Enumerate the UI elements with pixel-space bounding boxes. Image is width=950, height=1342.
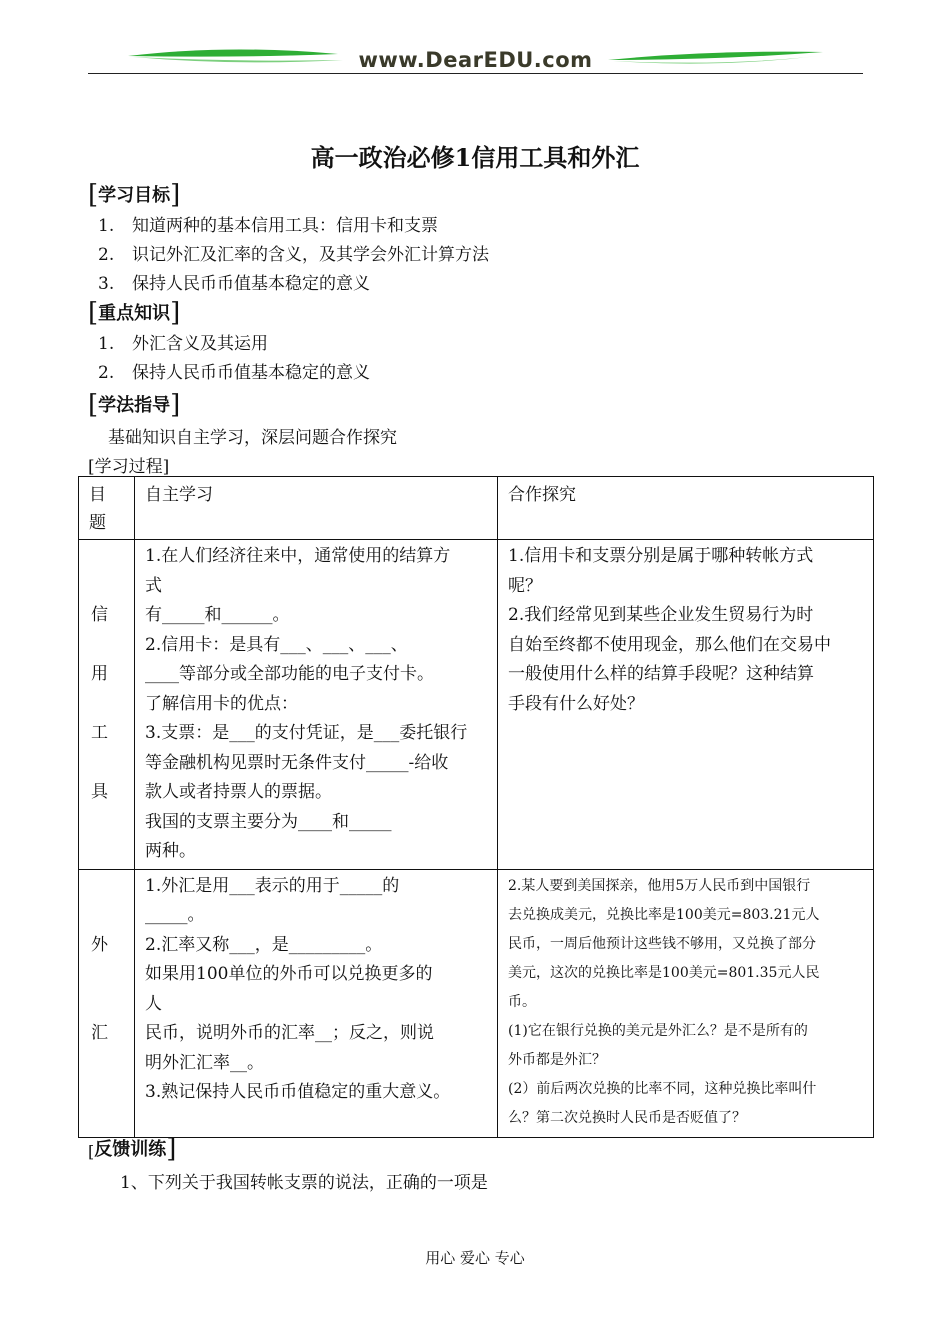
objectives-heading-text: 学习目标 [98,185,171,206]
list-item: 1. 外汇含义及其运用 [98,334,268,354]
page-title: 高一政治必修1信用工具和外汇 [310,143,640,172]
list-item: 1. 知道两种的基本信用工具：信用卡和支票 [98,216,438,236]
header-cell-self-study: 自主学习 [135,477,498,540]
key-points-heading-text: 重点知识 [98,303,171,324]
header-cell-topic: 目 题 [79,477,135,540]
feedback-heading-text: 反馈训练 [94,1139,167,1160]
process-label: [学习过程] [88,457,170,477]
table-header-row [79,477,874,540]
section-heading-method: [学法指导] [88,390,181,420]
topic-cell-foreign-exchange: 外 汇 [79,869,135,1137]
section-heading-key-points: [重点知识] [88,298,181,328]
list-item: 2. 保持人民币币值基本稳定的意义 [98,363,370,383]
section-heading-feedback: [反馈训练] [88,1134,177,1164]
site-logo-text: www.DearEDU.com [358,48,593,72]
page-footer: 用心 爱心 专心 [425,1249,525,1267]
method-text: 基础知识自主学习，深层问题合作探究 [108,428,397,448]
table-row [79,540,874,870]
self-study-cell-credit-tools: 1.在人们经济往来中，通常使用的结算方 式 有_____和______。 2.信用卡：是具有___、___、___、 ____等部分或全部功能的电子支付卡。 了解信用卡的优点： 3.支票：是___的支付凭证，是___委托银行 等金融机构见票时无条件支付_____-给收 款人或者持票人的票据。 我国的支票主要分为____和_____ 两种。 [135,540,498,870]
section-heading-objectives: [学习目标] [88,180,181,210]
site-header-logo [88,40,863,80]
topic-cell-credit-tools: 信 用 工 具 [79,540,135,870]
list-item: 2. 识记外汇及汇率的含义，及其学会外汇计算方法 [98,245,489,265]
cooperative-cell-foreign-exchange: 2.某人要到美国探亲，他用5万人民币到中国银行 去兑换成美元，兑换比率是100美元=803.21元人 民币，一周后他预计这些钱不够用，又兑换了部分 美元，这次的兑换比率是100美元=801.35元人民 币。 (1)它在银行兑换的美元是外汇么？是不是所有的 外币都是外汇？ (2）前后两次兑换的比率不同，这种兑换比率叫什 么？第二次兑换时人民币是否贬值了？ [498,869,874,1137]
feedback-question-1: 1、下列关于我国转帐支票的说法，正确的一项是 [120,1173,488,1193]
list-item: 3. 保持人民币币值基本稳定的意义 [98,274,370,294]
objectives-list [98,212,489,299]
self-study-cell-foreign-exchange: 1.外汇是用___表示的用于_____的 _____。 2.汇率又称___，是_________。 如果用100单位的外币可以兑换更多的 人 民币，说明外币的汇率__；反之，则说 明外汇汇率__。 3.熟记保持人民币币值稳定的重大意义。 [135,869,498,1137]
method-heading-text: 学法指导 [98,395,171,416]
table-row [79,869,874,1137]
key-points-list [98,330,370,388]
header-cell-cooperative: 合作探究 [498,477,874,540]
study-table [78,476,874,1138]
cooperative-cell-credit-tools: 1.信用卡和支票分别是属于哪种转帐方式 呢？ 2.我们经常见到某些企业发生贸易行为时 自始至终都不使用现金，那么他们在交易中 一般使用什么样的结算手段呢？这种结算 手段有什么好处？ [498,540,874,870]
header-divider [88,73,863,74]
